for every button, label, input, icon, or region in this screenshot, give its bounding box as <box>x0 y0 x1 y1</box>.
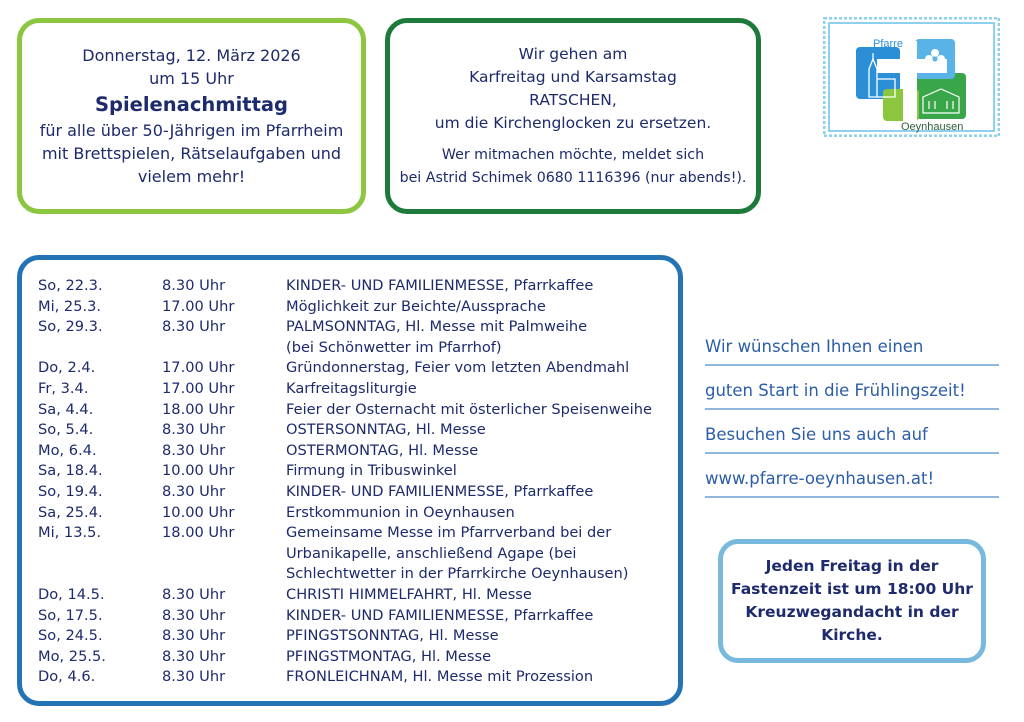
schedule-time: 8.30 Uhr <box>162 606 226 624</box>
schedule-description: PFINGSTMONTAG, Hl. Messe <box>286 647 492 665</box>
spiele-time: um 15 Uhr <box>149 69 234 88</box>
ratschen-text-3: RATSCHEN, <box>529 90 617 109</box>
schedule-date: So, 5.4. <box>38 421 94 439</box>
spiele-title: Spielenachmittag <box>94 93 289 116</box>
schedule-time <box>162 564 286 585</box>
schedule-time: 18.00 Uhr <box>162 524 235 542</box>
website-link[interactable]: www.pfarre-oeynhausen.at! <box>705 468 999 498</box>
schedule-description: Feier der Osternacht mit österlicher Speisenweihe <box>286 400 652 418</box>
schedule-description: OSTERMONTAG, Hl. Messe <box>286 441 479 459</box>
schedule-row <box>38 358 668 379</box>
schedule-date: So, 24.5. <box>38 627 103 645</box>
kreuzweg-text-1: Jeden Freitag in der <box>765 557 939 575</box>
schedule-row-continuation <box>38 564 668 585</box>
ratschen-contact-2: bei Astrid Schimek 0680 1116396 (nur abends!). <box>399 169 747 186</box>
schedule-description: Firmung in Tribuswinkel <box>286 462 457 480</box>
schedule-box <box>17 255 683 706</box>
spiele-text-3: vielem mehr! <box>137 167 246 186</box>
schedule-date: Do, 4.6. <box>38 668 96 686</box>
schedule-row <box>38 297 668 318</box>
ratschen-text-4: um die Kirchenglocken zu ersetzen. <box>434 113 712 132</box>
ratschen-text-1: Wir gehen am <box>518 44 628 63</box>
schedule-row <box>38 523 668 544</box>
schedule-date: Sa, 4.4. <box>38 400 94 418</box>
schedule-date: So, 17.5. <box>38 606 103 624</box>
schedule-description: KINDER- UND FAMILIENMESSE, Pfarrkaffee <box>286 277 594 294</box>
schedule-date: Fr, 3.4. <box>38 379 89 397</box>
schedule-date: So, 19.4. <box>38 482 103 500</box>
schedule-row <box>38 400 668 421</box>
schedule-time: 10.00 Uhr <box>162 503 235 521</box>
schedule-row <box>38 379 668 400</box>
ratschen-box <box>385 18 761 214</box>
schedule-row <box>38 667 668 688</box>
schedule-time: 8.30 Uhr <box>162 668 226 686</box>
schedule-description: Gemeinsame Messe im Pfarrverband bei der <box>286 524 612 542</box>
schedule-row <box>38 606 668 627</box>
schedule-date <box>38 544 162 565</box>
ratschen-text-2: Karfreitag und Karsamstag <box>469 67 677 86</box>
schedule-date <box>38 338 162 359</box>
schedule-row <box>38 482 668 503</box>
schedule-date: Do, 2.4. <box>38 359 96 377</box>
schedule-description: Schlechtwetter in der Pfarrkirche Oeynhausen) <box>286 565 629 583</box>
schedule-date: Do, 14.5. <box>38 585 105 603</box>
schedule-date: So, 29.3. <box>38 318 103 336</box>
schedule-row <box>38 276 668 297</box>
schedule-date: So, 22.3. <box>38 277 103 294</box>
kreuzweg-text-3: Kreuzwegandacht in der <box>745 603 959 621</box>
schedule-row <box>38 503 668 524</box>
schedule-description: KINDER- UND FAMILIENMESSE, Pfarrkaffee <box>286 606 594 624</box>
logo-text-pfarre: Pfarre <box>873 38 903 50</box>
schedule-row <box>38 626 668 647</box>
schedule-description: PFINGSTSONNTAG, Hl. Messe <box>286 627 499 645</box>
schedule-row <box>38 461 668 482</box>
schedule-row-continuation <box>38 544 668 565</box>
schedule-time: 17.00 Uhr <box>162 359 235 377</box>
schedule-time: 17.00 Uhr <box>162 297 235 315</box>
schedule-time <box>162 338 286 359</box>
spielenachmittag-box <box>17 18 366 214</box>
schedule-description: Erstkommunion in Oeynhausen <box>286 503 515 521</box>
schedule-description: PALMSONNTAG, Hl. Messe mit Palmweihe <box>286 318 588 336</box>
schedule-description: CHRISTI HIMMELFAHRT, Hl. Messe <box>286 585 532 603</box>
schedule-description: Urbanikapelle, anschließend Agape (bei <box>286 544 577 562</box>
logo-text-oeynhausen: Oeynhausen <box>901 121 964 133</box>
schedule-time: 8.30 Uhr <box>162 627 226 645</box>
schedule-row <box>38 420 668 441</box>
wish-line-3: Besuchen Sie uns auch auf <box>705 424 999 454</box>
spiele-text-2: mit Brettspielen, Rätselaufgaben und <box>41 144 342 163</box>
schedule-time: 8.30 Uhr <box>162 421 226 439</box>
schedule-row <box>38 317 668 338</box>
schedule-time: 8.30 Uhr <box>162 647 226 665</box>
schedule-description: (bei Schönwetter im Pfarrhof) <box>286 338 502 356</box>
schedule-time: 8.30 Uhr <box>162 441 226 459</box>
schedule-time: 8.30 Uhr <box>162 482 226 500</box>
wish-line-1: Wir wünschen Ihnen einen <box>705 336 999 366</box>
schedule-row <box>38 441 668 462</box>
schedule-row <box>38 585 668 606</box>
schedule-description: OSTERSONNTAG, Hl. Messe <box>286 421 486 439</box>
kreuzweg-text-2: Fastenzeit ist um 18:00 Uhr <box>731 580 973 598</box>
schedule-date: Mi, 13.5. <box>38 524 102 542</box>
schedule-date: Mo, 6.4. <box>38 441 97 459</box>
schedule-row-continuation <box>38 338 668 359</box>
schedule-time: 10.00 Uhr <box>162 462 235 480</box>
schedule-time: 8.30 Uhr <box>162 585 226 603</box>
schedule-description: Karfreitagsliturgie <box>286 379 417 397</box>
schedule-description: Gründonnerstag, Feier vom letzten Abendmahl <box>286 359 630 377</box>
spiele-text-1: für alle über 50-Jährigen im Pfarrheim <box>39 121 344 140</box>
schedule-row <box>38 647 668 668</box>
ratschen-contact-1: Wer mitmachen möchte, meldet sich <box>441 146 705 163</box>
schedule-description: Möglichkeit zur Beichte/Aussprache <box>286 297 546 315</box>
spiele-date: Donnerstag, 12. März 2026 <box>82 46 301 65</box>
schedule-time: 17.00 Uhr <box>162 379 235 397</box>
wish-line-2: guten Start in die Frühlingszeit! <box>705 380 999 410</box>
schedule-date: Sa, 25.4. <box>38 503 103 521</box>
kreuzweg-box <box>718 539 986 663</box>
schedule-time: 8.30 Uhr <box>162 277 226 294</box>
kreuzweg-text-4: Kirche. <box>821 626 883 644</box>
schedule-time: 18.00 Uhr <box>162 400 235 418</box>
parish-logo <box>823 17 1000 137</box>
schedule-time: 8.30 Uhr <box>162 318 226 336</box>
schedule-time <box>162 544 286 565</box>
schedule-description: FRONLEICHNAM, Hl. Messe mit Prozession <box>286 668 594 686</box>
schedule-date: Mi, 25.3. <box>38 297 102 315</box>
schedule-description: KINDER- UND FAMILIENMESSE, Pfarrkaffee <box>286 482 594 500</box>
schedule-date <box>38 564 162 585</box>
logo-cross-vertical <box>903 41 917 123</box>
schedule-list <box>38 276 668 688</box>
schedule-date: Sa, 18.4. <box>38 462 103 480</box>
schedule-date: Mo, 25.5. <box>38 647 106 665</box>
